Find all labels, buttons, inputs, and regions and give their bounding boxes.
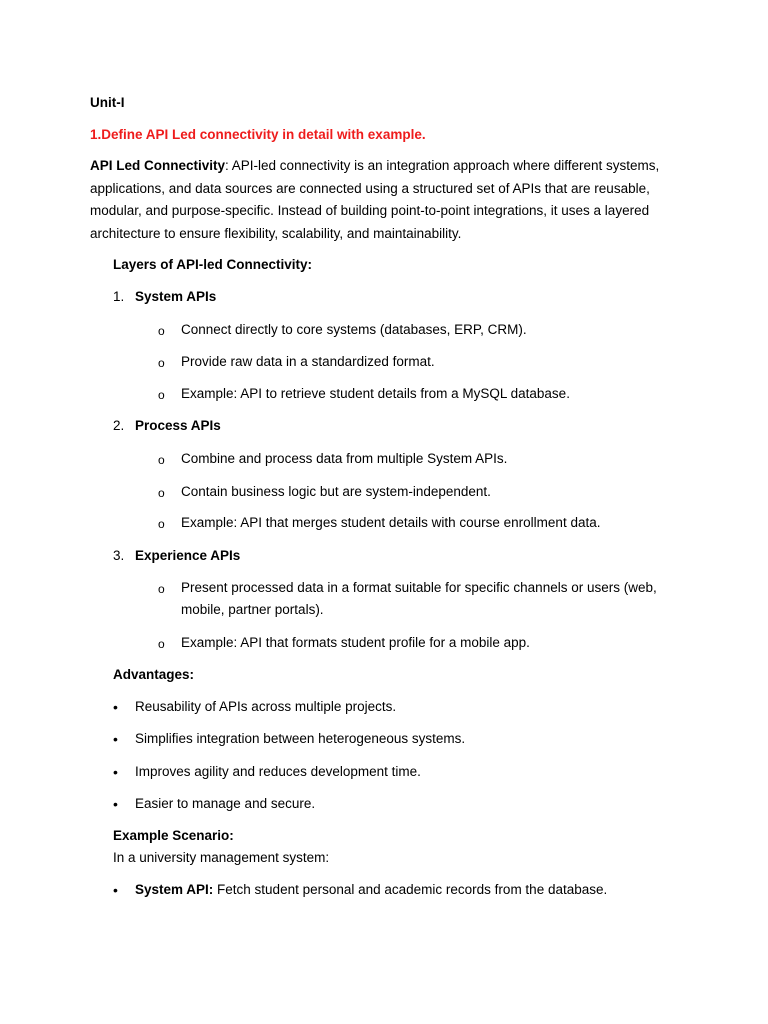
advantage-2: Simplifies integration between heterogeneous systems. bbox=[135, 731, 466, 746]
layer-2-point-2: Contain business logic but are system-independent. bbox=[181, 484, 491, 499]
layer-1-title: System APIs bbox=[135, 289, 217, 304]
scenario-item-1 bbox=[135, 879, 607, 901]
layer-3-point-2: Example: API that formats student profile for a mobile app. bbox=[181, 635, 530, 650]
advantage-3: Improves agility and reduces development time. bbox=[135, 764, 421, 779]
intro-paragraph bbox=[90, 155, 680, 245]
scenario-intro: In a university management system: bbox=[113, 850, 330, 865]
bullet-icon: • bbox=[113, 882, 118, 898]
scenario-item-1-text: Fetch student personal and academic records from the database. bbox=[213, 882, 608, 897]
bullet-icon: • bbox=[113, 731, 118, 747]
advantage-1: Reusability of APIs across multiple projects. bbox=[135, 699, 397, 714]
layer-3-point-1-cont: mobile, partner portals). bbox=[181, 602, 324, 617]
layer-2-point-3: Example: API that merges student details with course enrollment data. bbox=[181, 515, 601, 530]
sub-bullet-icon: o bbox=[158, 637, 165, 651]
advantages-heading: Advantages: bbox=[113, 667, 195, 682]
layers-heading: Layers of API-led Connectivity: bbox=[113, 257, 313, 272]
layer-1-point-3: Example: API to retrieve student details from a MySQL database. bbox=[181, 386, 570, 401]
scenario-heading: Example Scenario: bbox=[113, 828, 234, 843]
unit-label: Unit-I bbox=[90, 95, 125, 110]
layer-3-number: 3. bbox=[113, 548, 125, 563]
layer-1-point-1: Connect directly to core systems (databases, ERP, CRM). bbox=[181, 322, 527, 337]
advantage-4: Easier to manage and secure. bbox=[135, 796, 316, 811]
layer-2-number: 2. bbox=[113, 418, 125, 433]
sub-bullet-icon: o bbox=[158, 582, 165, 596]
sub-bullet-icon: o bbox=[158, 486, 165, 500]
layer-3-point-1: Present processed data in a format suitable for specific channels or users (web, bbox=[181, 580, 657, 595]
bullet-icon: • bbox=[113, 764, 118, 780]
bullet-icon: • bbox=[113, 796, 118, 812]
intro-term: API Led Connectivity bbox=[90, 158, 226, 173]
intro-text: : API-led connectivity is an integration approach where different systems, applications, and data sources are connected using a structured set of APIs that are reusable, modular, and purpose-specific. Instead of building point-to-point integrations, it uses a layered architecture to ensure flexibility, scalability, and maintainability. bbox=[90, 158, 660, 241]
question-heading: 1.Define API Led connectivity in detail with example. bbox=[90, 127, 426, 142]
layer-1-point-2: Provide raw data in a standardized format. bbox=[181, 354, 435, 369]
layer-3-title: Experience APIs bbox=[135, 548, 241, 563]
sub-bullet-icon: o bbox=[158, 356, 165, 370]
layer-2-point-1: Combine and process data from multiple System APIs. bbox=[181, 451, 508, 466]
scenario-item-1-term: System API: bbox=[135, 882, 214, 897]
sub-bullet-icon: o bbox=[158, 517, 165, 531]
sub-bullet-icon: o bbox=[158, 453, 165, 467]
bullet-icon: • bbox=[113, 699, 118, 715]
sub-bullet-icon: o bbox=[158, 388, 165, 402]
sub-bullet-icon: o bbox=[158, 324, 165, 338]
layer-2-title: Process APIs bbox=[135, 418, 221, 433]
layer-1-number: 1. bbox=[113, 289, 125, 304]
